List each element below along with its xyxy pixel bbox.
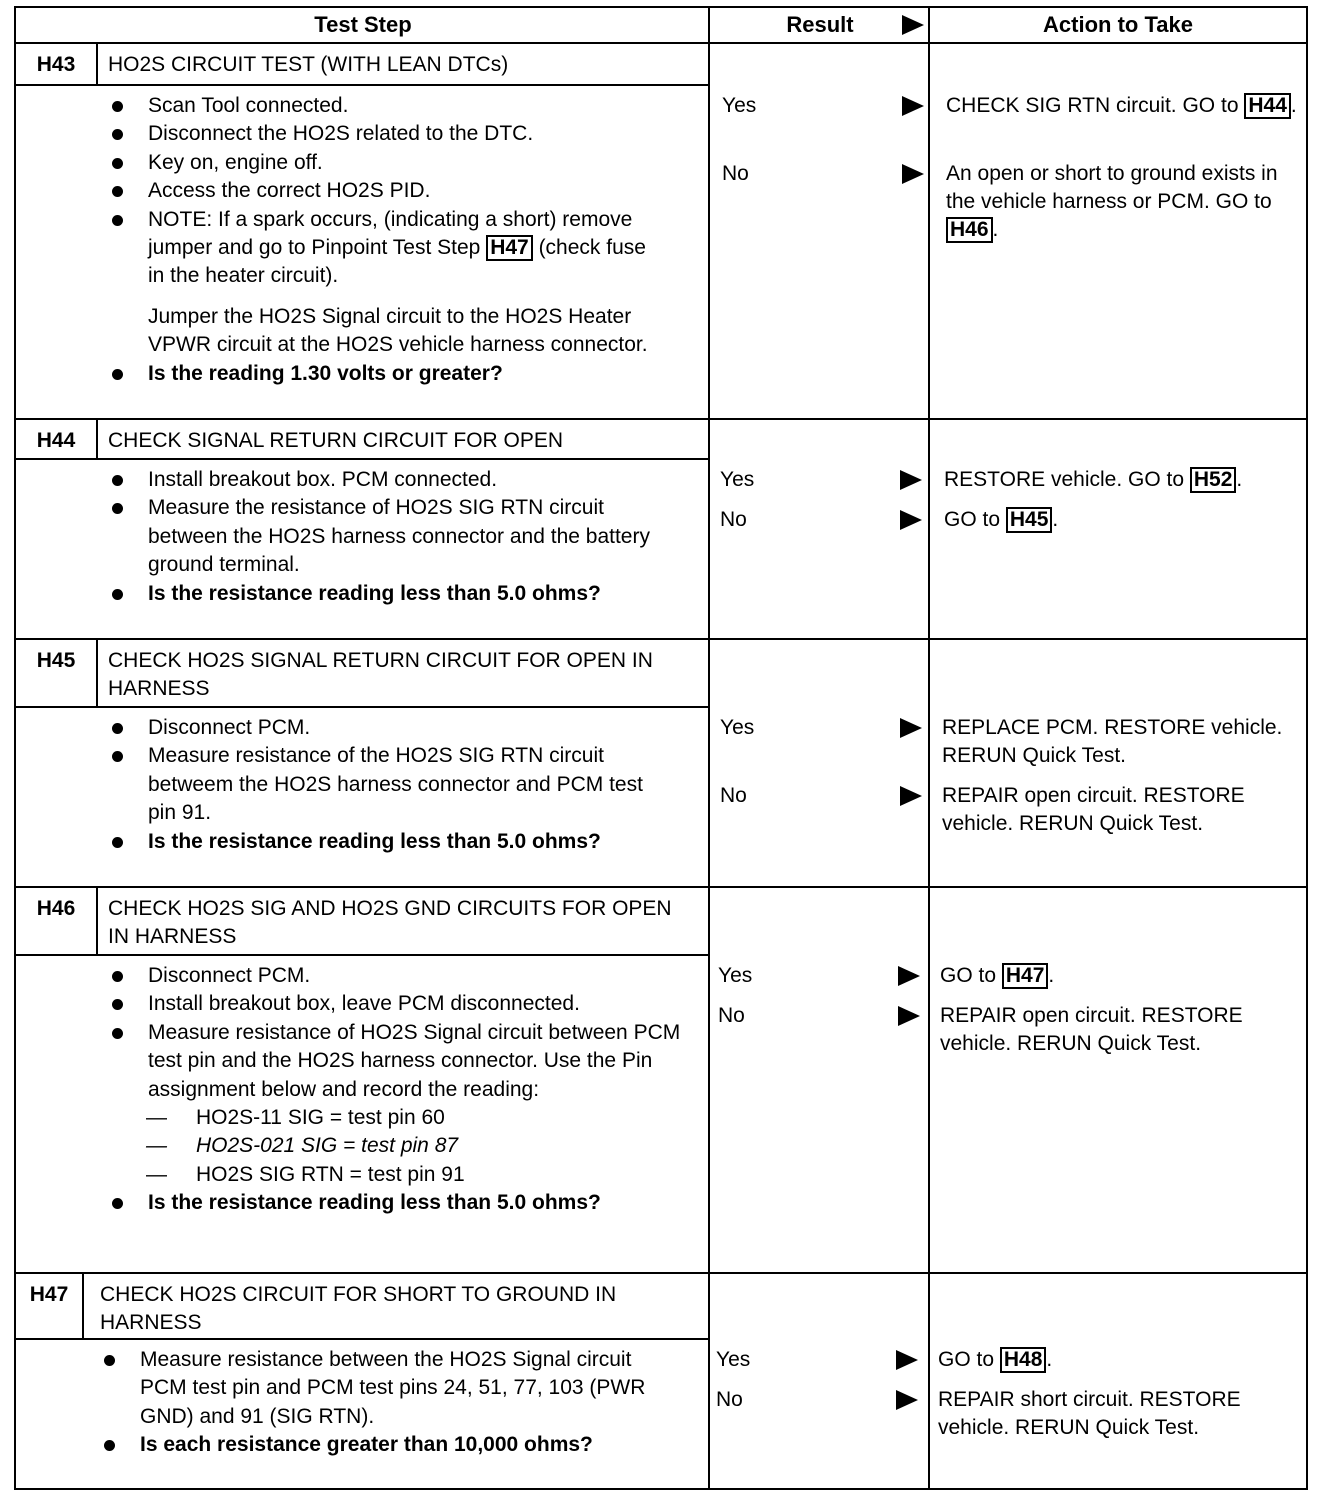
list-item: Disconnect PCM.	[108, 714, 668, 742]
step-title: HO2S CIRCUIT TEST (WITH LEAN DTCs)	[108, 53, 509, 76]
action-no: GO to H45 .	[944, 508, 1059, 531]
step-title: CHECK HO2S SIG AND HO2S GND CIRCUITS FOR OPEN IN HARNESS	[108, 897, 672, 948]
action-yes: REPLACE PCM. RESTORE vehicle. RERUN Quick Test.	[942, 716, 1283, 767]
header-test-step: Test Step	[16, 8, 710, 44]
arrow-right-icon	[898, 966, 920, 986]
result-yes: Yes	[720, 714, 754, 742]
list-item: Disconnect PCM.	[108, 962, 688, 990]
step-reference[interactable]: H45	[1006, 507, 1053, 533]
list-item: — HO2S-11 SIG = test pin 60	[146, 1106, 445, 1130]
step-title: CHECK HO2S CIRCUIT FOR SHORT TO GROUND IN HARNESS	[100, 1283, 617, 1334]
action-yes: GO to H48 .	[938, 1348, 1053, 1371]
arrow-right-icon	[896, 1390, 918, 1410]
list-item: Key on, engine off.	[108, 149, 668, 177]
step-h45	[16, 640, 1306, 886]
arrow-right-icon	[900, 510, 922, 530]
arrow-right-icon	[902, 96, 924, 116]
step-id: H45	[36, 649, 76, 672]
action-no: An open or short to ground exists in the vehicle harness or PCM. GO to H46 .	[946, 162, 1278, 241]
step-reference[interactable]: H47	[1002, 963, 1049, 989]
action-no: REPAIR open circuit. RESTORE vehicle. RERUN Quick Test.	[942, 784, 1245, 835]
step-id: H43	[36, 53, 76, 76]
step-id: H46	[36, 897, 76, 920]
step-h47	[16, 1274, 1306, 1488]
step-h44	[16, 420, 1306, 638]
step-instructions	[108, 962, 688, 1218]
arrow-right-icon	[898, 1006, 920, 1026]
action-yes: GO to H47 .	[940, 964, 1055, 987]
step-question: Is the resistance reading less than 5.0 ohms?	[108, 580, 668, 608]
step-question: Is the reading 1.30 volts or greater?	[108, 360, 668, 388]
step-reference[interactable]: H46	[946, 217, 993, 243]
result-no: No	[716, 1386, 743, 1414]
step-id: H44	[36, 429, 76, 452]
step-id: H47	[29, 1283, 69, 1306]
list-item: Scan Tool connected.	[108, 92, 668, 120]
list-item: Measure the resistance of HO2S SIG RTN circuit between the HO2S harness connector and the battery ground terminal.	[108, 494, 668, 579]
result-yes: Yes	[716, 1346, 750, 1374]
step-title: CHECK HO2S SIGNAL RETURN CIRCUIT FOR OPEN IN HARNESS	[108, 649, 653, 700]
step-question: Is the resistance reading less than 5.0 ohms?	[108, 1189, 688, 1217]
result-no: No	[720, 782, 747, 810]
result-no: No	[718, 1002, 745, 1030]
step-reference[interactable]: H52	[1190, 467, 1237, 493]
step-reference[interactable]: H48	[1000, 1347, 1047, 1373]
action-yes: RESTORE vehicle. GO to H52 .	[944, 468, 1243, 491]
arrow-right-icon	[902, 15, 924, 35]
step-reference[interactable]: H47	[486, 235, 533, 261]
result-yes: Yes	[722, 92, 756, 120]
list-item: Jumper the HO2S Signal circuit to the HO2S Heater VPWR circuit at the HO2S vehicle harness connector.	[148, 304, 648, 357]
list-item: — HO2S SIG RTN = test pin 91	[146, 1162, 465, 1186]
header-action: Action to Take	[930, 8, 1306, 44]
arrow-right-icon	[900, 718, 922, 738]
step-title: CHECK SIGNAL RETURN CIRCUIT FOR OPEN	[108, 429, 564, 452]
step-question: Is the resistance reading less than 5.0 ohms?	[108, 828, 668, 856]
step-instructions	[100, 1346, 680, 1460]
result-yes: Yes	[718, 962, 752, 990]
diagnostic-table	[14, 6, 1308, 1490]
list-item: Measure resistance of HO2S Signal circuit between PCM test pin and the HO2S harness connector. Use the Pin assignment below and record the reading:	[108, 1019, 688, 1104]
list-item: — HO2S-021 SIG = test pin 87	[146, 1134, 459, 1158]
arrow-right-icon	[896, 1350, 918, 1370]
list-item: Measure resistance between the HO2S Signal circuit PCM test pin and PCM test pins 24, 51, 77, 103 (PWR GND) and 91 (SIG RTN).	[100, 1346, 680, 1431]
result-yes: Yes	[720, 466, 754, 494]
step-h43	[16, 44, 1306, 418]
step-question: Is each resistance greater than 10,000 ohms?	[100, 1431, 680, 1459]
result-no: No	[720, 506, 747, 534]
step-instructions	[108, 714, 668, 856]
header-result: Result	[710, 8, 930, 44]
list-item: Install breakout box, leave PCM disconnected.	[108, 990, 688, 1018]
list-item: Measure resistance of the HO2S SIG RTN circuit betweem the HO2S harness connector and PCM test pin 91.	[108, 742, 668, 827]
list-item: Install breakout box. PCM connected.	[108, 466, 668, 494]
action-no: REPAIR short circuit. RESTORE vehicle. RERUN Quick Test.	[938, 1388, 1241, 1439]
step-reference[interactable]: H44	[1244, 93, 1291, 119]
list-item: Access the correct HO2S PID.	[108, 177, 668, 205]
action-no: REPAIR open circuit. RESTORE vehicle. RERUN Quick Test.	[940, 1004, 1243, 1055]
arrow-right-icon	[900, 470, 922, 490]
action-yes: CHECK SIG RTN circuit. GO to H44 .	[946, 94, 1297, 117]
list-item: NOTE: If a spark occurs, (indicating a short) remove jumper and go to Pinpoint Test Step H47 (check fuse in the heater circuit).	[108, 206, 668, 291]
arrow-right-icon	[900, 786, 922, 806]
list-item: Disconnect the HO2S related to the DTC.	[108, 120, 668, 148]
arrow-right-icon	[902, 164, 924, 184]
result-no: No	[722, 160, 749, 188]
step-instructions	[108, 92, 668, 388]
step-h46	[16, 888, 1306, 1272]
step-instructions	[108, 466, 668, 608]
